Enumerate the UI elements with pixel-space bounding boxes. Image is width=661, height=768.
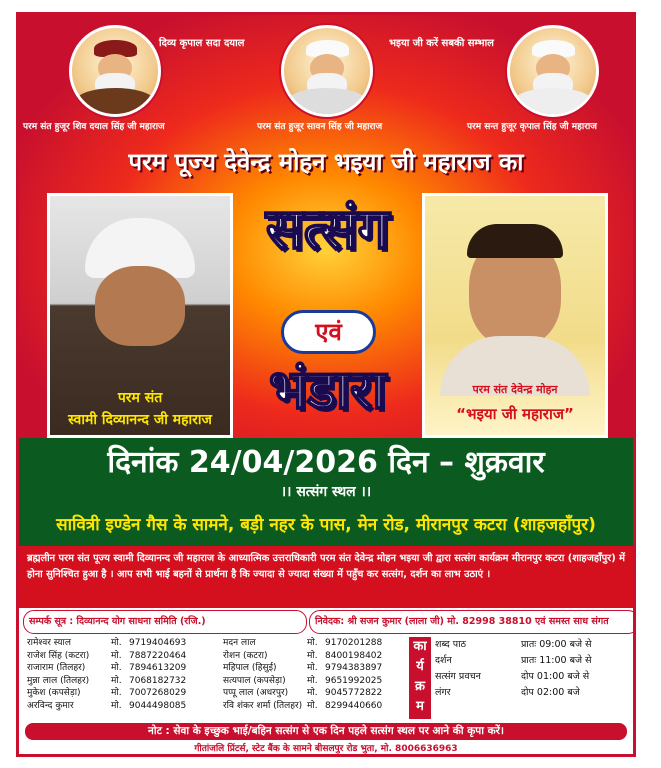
program-label-char: म [416, 699, 424, 714]
description-text: ब्रह्मलीन परम संत पूज्य स्वामी दिव्यानन्द जी महाराज के आध्यात्मिक उत्तराधिकारी परम संत देवेन्द्र मोहन भइया जी द्वारा सत्संग कार्यक्रम मीरानपुर कटरा (शाहजहाँपुर) में होना सुनिश्चित हुआ है । आप सभी भाई बहनों से प्रार्थना है कि ज्यादा से ज्यादा संख्या में पहुँच कर सत्संग, दर्शन का लाभ उठाएं । [27, 553, 625, 580]
contact-row [223, 675, 382, 688]
right-photo-tag-2: “भइया जी महाराज” [456, 405, 574, 423]
contact-mo-label: मो. [307, 700, 318, 711]
contact-name: रोशन (कटरा) [223, 650, 268, 661]
contact-name: मुन्ना लाल (तिलहर) [27, 675, 90, 686]
contact-row [27, 700, 186, 713]
contacts-right [223, 637, 382, 712]
saint-caption-3: परम सन्त हुजूर कृपाल सिंह जी महाराज [467, 122, 597, 132]
contact-row [223, 662, 382, 675]
schedule-time: दोप 02:00 बजे [521, 687, 580, 698]
venue-address: सावित्री इण्डेन गैस के सामने, बड़ी नहर के पास, मेन रोड, मीरानपुर कटरा (शाहजहाँपुर) [56, 515, 596, 535]
title-evam: एवं [281, 310, 376, 354]
printer-credit: गीतांजलि प्रिंटर्स, स्टेट बैंक के सामने बीसलपुर रोड भुता, मो. 8006636963 [194, 744, 458, 754]
contact-name: पप्पू लाल (अधरपुर) [223, 688, 289, 698]
schedule-label: लंगर [435, 687, 451, 698]
schedule-time: प्रातः 09:00 बजे से [521, 639, 592, 650]
date-band [19, 438, 633, 504]
robe-shape [76, 88, 153, 114]
note-banner: नोट : सेवा के इच्छुक भाई/बहिन सत्संग से एक दिन पहले सत्संग स्थल पर आने की कृपा करें। [25, 723, 627, 740]
robe-shape [288, 88, 365, 114]
saint-portrait-3 [507, 25, 599, 117]
contact-phone: 7894613209 [129, 663, 187, 673]
contact-name: मुकेश (कपसेड़ा) [27, 688, 81, 698]
schedule [435, 637, 631, 701]
program-label-char: र्य [416, 659, 424, 674]
contact-mo-label: मो. [111, 663, 122, 673]
right-photo-tag-1: परम संत देवेन्द्र मोहन [472, 383, 558, 396]
contact-row [223, 687, 382, 700]
venue-heading: ।। सत्संग स्थल ।। [280, 484, 372, 500]
face-shape [95, 266, 185, 346]
contact-sutra: सम्पर्क सूत्र : दिव्यानन्द योग साधना समिति (रजि.) [23, 610, 307, 634]
hair-shape [467, 224, 563, 258]
contact-mo-label: मो. [307, 663, 318, 673]
contact-phone: 8400198402 [325, 650, 383, 661]
contact-row [223, 650, 382, 663]
contact-mo-label: मो. [111, 700, 122, 711]
contact-mo-label: मो. [111, 650, 122, 661]
program-label-char: का [413, 639, 427, 654]
contacts-left [27, 637, 186, 712]
contact-phone: 9794383897 [325, 663, 383, 673]
program-label [409, 637, 431, 719]
schedule-row [435, 653, 631, 669]
contact-mo-label: मो. [307, 638, 318, 648]
contact-mo-label: मो. [307, 688, 318, 698]
saint-portrait-1 [69, 25, 161, 117]
saint-caption-1: परम संत हुजूर शिव दयाल सिंह जी महाराज [23, 122, 165, 132]
contact-phone: 9170201288 [325, 638, 383, 648]
saint-caption-2: परम संत हुजूर सावन सिंह जी महाराज [257, 122, 383, 132]
contact-phone: 9045772822 [325, 688, 383, 698]
contact-mo-label: मो. [111, 638, 122, 648]
contact-phone: 9651992025 [325, 675, 383, 686]
contact-name: राजेश सिंह (कटरा) [27, 650, 90, 661]
left-photo-tag-2: स्वामी दिव्यानन्द जी महाराज [68, 412, 212, 428]
title-bhandara: भंडारा [269, 358, 386, 421]
program-label-char: क्र [415, 679, 425, 694]
contact-name: रामेश्वर स्याल [27, 638, 71, 648]
title-satsang: सत्संग [265, 197, 390, 262]
quote-right: भइया जी करें सबकी सम्भाल [389, 38, 494, 49]
schedule-row [435, 637, 631, 653]
contact-row [223, 637, 382, 650]
quote-left: दिव्य कृपाल सदा दयाल [159, 38, 245, 49]
contact-phone: 9044498085 [129, 700, 187, 711]
schedule-label: दर्शन [435, 655, 452, 666]
contact-row [223, 700, 382, 713]
contact-phone: 7887220464 [129, 650, 187, 661]
contact-row [27, 687, 186, 700]
contact-name: महिपाल (हिसुई) [223, 663, 277, 673]
contact-mo-label: मो. [111, 675, 122, 686]
contact-row [27, 675, 186, 688]
contact-phone: 9719404693 [129, 638, 187, 648]
nivedak: निवेदक: श्री सजन कुमार (लाला जी) मो. 82998 38810 एवं समस्त साध संगत [309, 610, 636, 634]
event-date: दिनांक 24/04/2026 दिन – शुक्रवार [107, 445, 545, 480]
left-photo-tag-1: परम संत [117, 390, 163, 406]
contact-name: अरविन्द कुमार [27, 700, 74, 711]
schedule-row [435, 685, 631, 701]
schedule-time: प्रातः 11:00 बजे से [521, 655, 592, 666]
contact-mo-label: मो. [307, 675, 318, 686]
contact-row [27, 637, 186, 650]
satsang-poster [16, 12, 636, 757]
contact-phone: 8299440660 [325, 700, 383, 711]
contact-name: मदन लाल [223, 638, 256, 648]
left-guru-photo [47, 193, 233, 438]
contact-mo-label: मो. [307, 650, 318, 661]
contact-row [27, 650, 186, 663]
saint-portrait-2 [281, 25, 373, 117]
contact-name: राजाराम (तिलहर) [27, 663, 86, 673]
schedule-time: दोप 01:00 बजे से [521, 671, 590, 682]
contact-name: सत्यपाल (कपसेड़ा) [223, 675, 286, 686]
description-band [19, 546, 633, 608]
schedule-label: शब्द पाठ [435, 639, 467, 650]
schedule-label: सत्संग प्रवचन [435, 671, 481, 682]
contact-phone: 7068182732 [129, 675, 187, 686]
contact-mo-label: मो. [111, 688, 122, 698]
right-guru-photo [422, 193, 608, 438]
robe-shape [514, 88, 591, 114]
main-heading: परम पूज्य देवेन्द्र मोहन भइया जी महाराज का [128, 148, 524, 176]
contact-bar [23, 610, 629, 634]
contact-row [27, 662, 186, 675]
venue-band [19, 504, 633, 546]
contact-phone: 7007268029 [129, 688, 187, 698]
contact-name: रवि शंकर शर्मा (तिलहर) [223, 700, 303, 711]
schedule-row [435, 669, 631, 685]
